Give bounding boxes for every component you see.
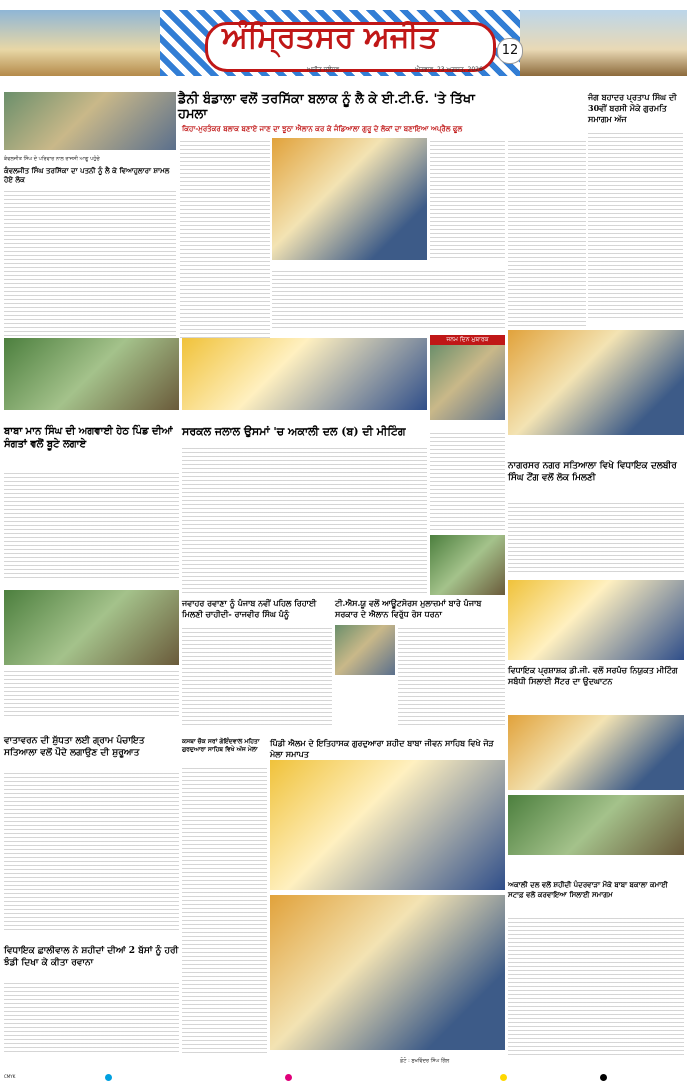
story-right-3-text	[508, 915, 684, 1055]
photo-right-mid	[508, 580, 684, 660]
masthead-title: ਅੰਮ੍ਰਿਤਸਰ ਅਜੀਤ	[222, 20, 438, 55]
photo-right-group	[508, 330, 684, 435]
story-right-3-headline: ਅਕਾਲੀ ਦਲ ਵਲੋਂ ਸ਼ਹੀਦੀ ਪੰਦਰਵਾੜਾ ਮੌਕੇ ਬਾਬਾ ਬਕਾਲਾ ਕਮਾਈ ਸਟਾਫ਼ ਵਲੋਂ ਕਰਵਾਇਆ ਸਿਲਾਈ ਸਮਾਗਮ	[508, 880, 668, 899]
story-mid-3-headline: ਟੀ.ਐਸ.ਯੂ ਵਲੋਂ ਆਊਟਸੋਰਸ ਮੁਲਾਜ਼ਮਾਂ ਬਾਰੇ ਪੰਜਾਬ ਸਰਕਾਰ ਦੇ ਐਲਾਨ ਵਿਰੁੱਧ ਰੋਸ ਧਰਨਾ	[335, 598, 482, 619]
planting-caption	[4, 668, 179, 718]
story-mid-5-headline: ਪਿੰਡੀ ਐਲਮ ਦੇ ਇਤਿਹਾਸਕ ਗੁਰਦੁਆਰਾ ਸ਼ਹੀਦ ਬਾਬਾ ਜੀਵਨ ਸਾਹਿਬ ਵਿਖੇ ਜੋੜ ਮੇਲਾ ਸਮਾਪਤ	[270, 738, 494, 759]
photo-trees	[4, 338, 179, 410]
story-mid-4-text	[182, 765, 267, 1055]
masthead-photo-jallianwala	[520, 10, 687, 76]
photo-right-sewing	[508, 715, 684, 790]
story-right-1-headline: ਨਾਗਰਸਰ ਨਗਰ ਸਤਿਆਲਾ ਵਿਖੇ ਵਿਧਾਇਕ ਦਲਬੀਰ ਸਿੰਘ ਟੌਂਗ ਵਲੋਂ ਲੋਕ ਮਿਲਣੀ	[508, 461, 677, 483]
photo-mid-small	[430, 535, 505, 595]
photo-planting	[4, 590, 179, 665]
photo-meeting-group	[182, 338, 427, 410]
right-top-text	[588, 130, 683, 320]
masthead	[0, 0, 687, 82]
masthead-subtitle: ਅਜੀਤ ਜਲੰਧਰ	[307, 66, 340, 73]
registration-mark-magenta	[285, 1074, 292, 1081]
story-mid-3-text	[398, 625, 505, 725]
story-mid-4-headline: ਕਸਬਾ ਚੌਕ ਸਰਾਂ ਗੋਇੰਦਵਾਲ ਮਹਿਤਾ ਗੁਰਦੁਆਰਾ ਸਾਹਿਬ ਵਿਖੇ ਅੱਜ ਮੇਲਾ	[182, 738, 260, 753]
story-right-2-headline: ਵਿਧਾਇਕ ਪ੍ਰਸ਼ਾਸ਼ਕ ਡੀ.ਜੀ. ਵਲੋਂ ਸਰਪੰਚ ਨਿਯੁਕਤ ਮੀਟਿੰਗ ਸਬੰਧੀ ਸਿਲਾਈ ਸੈਂਟਰ ਦਾ ਉਦਘਾਟਨ	[508, 665, 678, 686]
lead-text-bottom	[272, 268, 505, 330]
registration-mark-cyan	[105, 1074, 112, 1081]
footer	[0, 1070, 687, 1085]
masthead-date: ਐਤਵਾਰ, 23 ਅਗਸਤ, 2026	[415, 66, 483, 73]
lead-headline: ਡੈਨੀ ਬੰਡਾਲਾ ਵਲੋਂ ਤਰਸਿੱਕਾ ਬਲਾਕ ਨੂੰ ਲੈ ਕੇ ਈ.ਟੀ.ਓ. 'ਤੇ ਤਿੱਖਾ ਹਮਲਾ	[178, 92, 475, 122]
story-right-1-text	[508, 500, 684, 575]
photo-portrait	[335, 625, 395, 675]
lead-text-col-3	[508, 138, 586, 328]
story-mid-headline: ਸਰਕਲ ਜਲਾਲ ਉਸਮਾਂ 'ਚ ਅਕਾਲੀ ਦਲ (ਬ) ਦੀ ਮੀਟਿੰਗ	[182, 425, 406, 438]
lead-text-col-1	[180, 138, 270, 338]
lead-subhead: ਕਿਹਾ-ਮੁਰਤੰਕਰ ਬਲਾਕ ਬਣਾਏ ਜਾਣ ਦਾ ਝੂਠਾ ਐਲਾਨ ਕਰ ਕੇ ਜੰਡਿਆਲਾ ਗੁਰੂ ਦੇ ਲੋਕਾਂ ਦਾ ਬਣਾਇਆ ਅਪ੍ਰੈਲ ਫੂਲ	[182, 124, 463, 133]
registration-mark-black	[600, 1074, 607, 1081]
story-left-1-text	[4, 188, 176, 338]
masthead-photo-golden-temple	[0, 10, 160, 76]
photo-birthday-child	[430, 345, 505, 420]
story-mid-text	[182, 445, 427, 595]
story-left-2-text	[4, 470, 179, 580]
story-left-3-headline: ਵਾਤਾਵਰਨ ਦੀ ਸ਼ੁੱਧਤਾ ਲਈ ਗ੍ਰਾਮ ਪੰਚਾਇਤ ਸਤਿਆਲਾ ਵਲੋਂ ਪੌਦੇ ਲਗਾਉਣ ਦੀ ਸ਼ੁਰੂਆਤ	[4, 736, 145, 758]
story-left-1-byline: ਕੰਵਲਜੀਤ ਸਿੰਘ ਦੇ ਪਰਿਵਾਰ ਨਾਲ ਰਾਜਸੀ ਆਗੂ ਪਹੁੰਚੇ	[4, 156, 100, 162]
story-left-3-text	[4, 770, 179, 930]
right-top-headline: ਜੰਗ ਬਹਾਦਰ ਪ੍ਰਤਾਪ ਸਿੰਘ ਦੀ 30ਵੀਂ ਬਰਸੀ ਮੌਕੇ ਗੁਰਮਤਿ ਸਮਾਗਮ ਅੱਜ	[588, 92, 677, 124]
photo-right-meeting	[508, 795, 684, 855]
page-number: 12	[497, 38, 523, 64]
photo-gurdwara-event	[270, 760, 505, 890]
story-left-4-headline: ਵਿਧਾਇਕ ਛਾਲੀਵਾਲ ਨੇ ਸ਼ਹੀਦਾਂ ਦੀਆਂ 2 ਬੱਸਾਂ ਨੂੰ ਹਰੀ ਝੰਡੀ ਦਿਖਾ ਕੇ ਕੀਤਾ ਰਵਾਨਾ	[4, 946, 179, 968]
story-mid-2-text	[182, 625, 332, 725]
story-left-4-text	[4, 980, 179, 1055]
photo-sangat	[270, 895, 505, 1050]
story-left-1-headline: ਕੰਵਲਜੀਤ ਸਿੰਘ ਤਰਸਿੱਕਾ ਦਾ ਪਤਨੀ ਨੂੰ ਲੈ ਕੇ ਵਿਆਹੁਲਾਰਾ ਸ਼ਾਮਲ ਹੋਏ ਲੋਕ	[4, 166, 170, 184]
lead-text-col-2	[430, 138, 505, 258]
photo-lead	[272, 138, 427, 260]
story-mid-2-headline: ਜਵਾਹਰ ਰਵਾਣਾ ਨੂੰ ਪੰਜਾਬ ਨਵੀਂ ਪਹਿਲ ਰਿਹਾਈ ਮਿਲਣੀ ਚਾਹੀਦੀ- ਰਾਜਵੀਰ ਸਿੰਘ ਪੰਨੂੰ	[182, 598, 317, 619]
birthday-label: ਜਨਮ ਦਿਨ ਮੁਬਾਰਕ	[430, 335, 505, 345]
photo-left-top	[4, 92, 176, 150]
story-left-2-headline: ਬਾਬਾ ਮਾਨ ਸਿੰਘ ਦੀ ਅਗਵਾਈ ਹੇਠ ਪਿੰਡ ਦੀਆਂ ਸੰਗਤਾਂ ਵਲੋਂ ਬੂਟੇ ਲਗਾਏ	[4, 426, 173, 450]
birthday-text	[430, 430, 505, 530]
footer-code: CMYK	[4, 1074, 16, 1079]
registration-mark-yellow	[500, 1074, 507, 1081]
photo-caption: ਫ਼ੋਟੋ : ਸੁਖਵਿੰਦਰ ਸਿੰਘ ਗਿੱਲ	[400, 1058, 450, 1064]
